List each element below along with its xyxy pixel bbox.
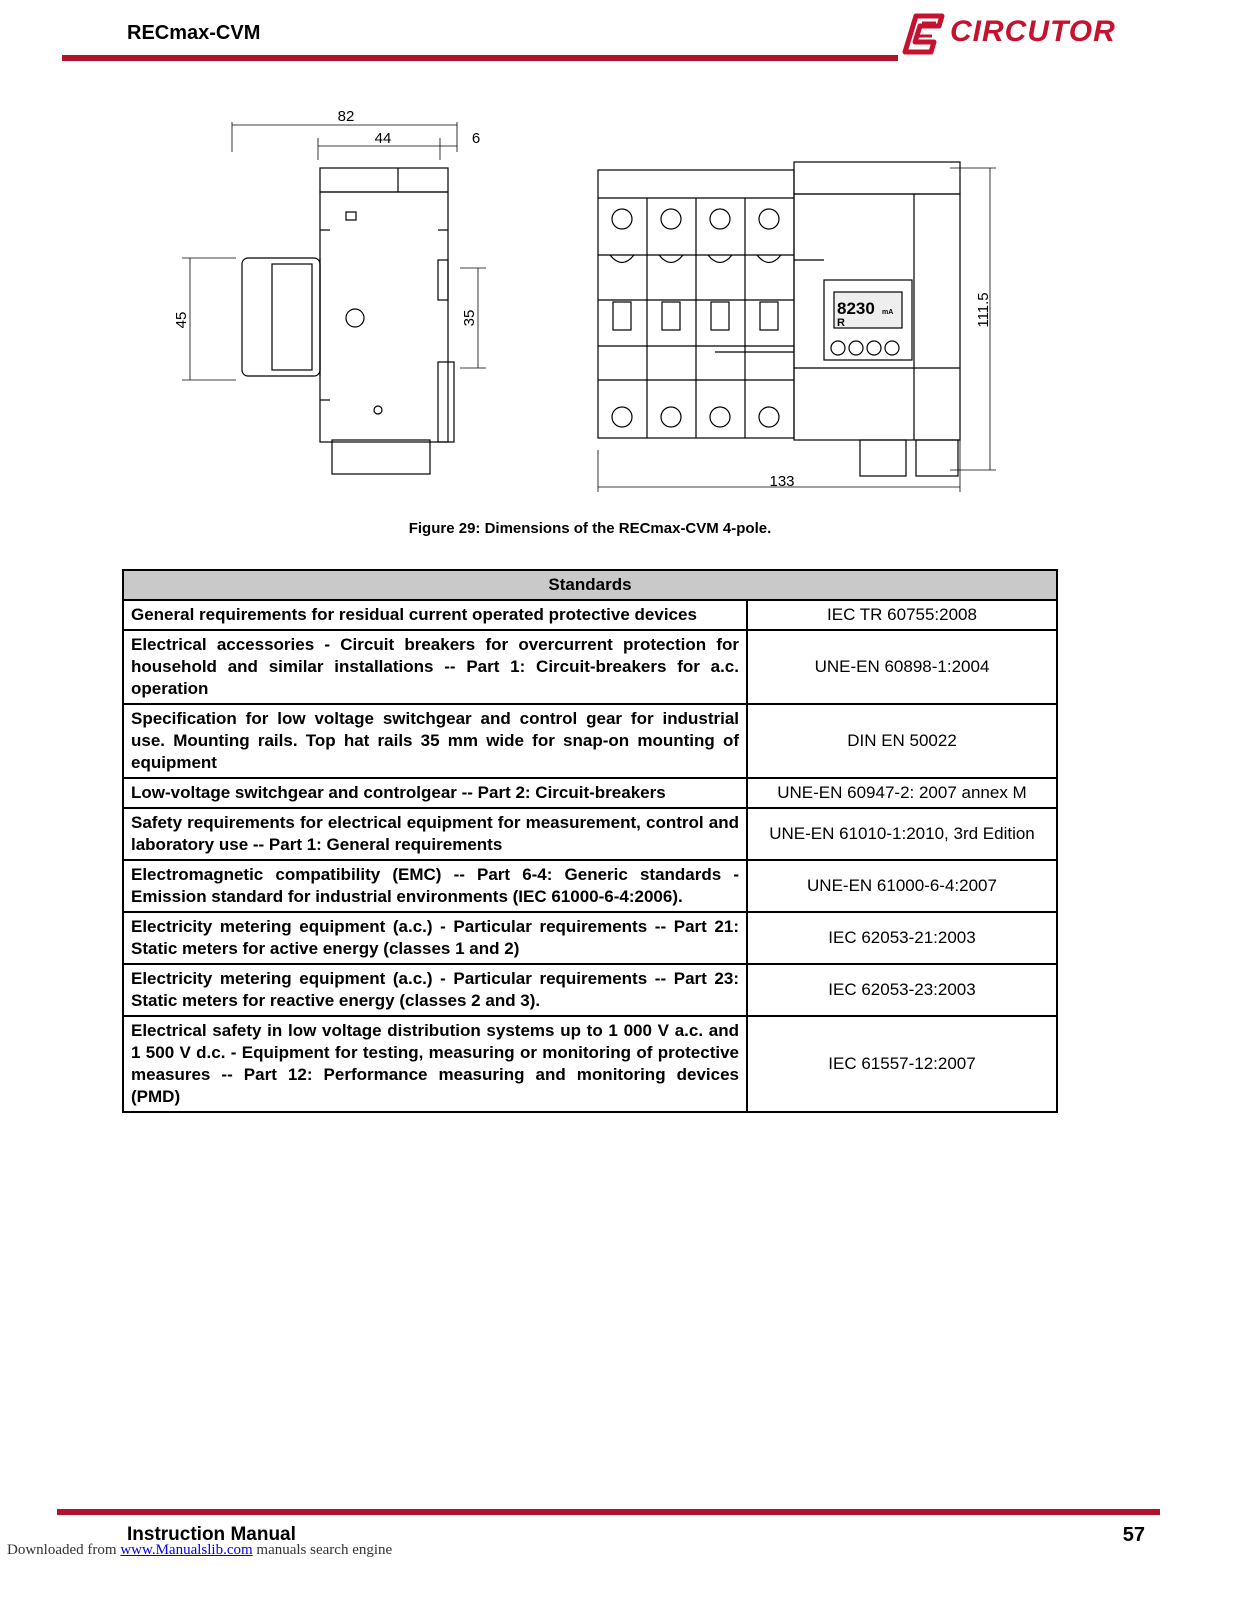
download-note [7,1542,392,1559]
standard-code: IEC 62053-23:2003 [747,964,1057,1016]
standard-code: IEC 61557-12:2007 [747,1016,1057,1112]
dim-45-label: 45 [173,311,190,329]
dim-6-label: 6 [471,130,481,147]
download-suffix: manuals search engine [256,1542,393,1558]
standards-table [122,569,1058,1113]
circutor-logo [902,12,1116,56]
standard-description: Electricity metering equipment (a.c.) - Particular requirements -- Part 23: Static meters for reactive energy (classes 2 and 3). [123,964,747,1016]
dim-35-label: 35 [461,309,478,327]
standard-description: Specification for low voltage switchgear and control gear for industrial use. Mounting rails. Top hat rails 35 mm wide for snap-on mounting of equipment [123,704,747,778]
footer-rule [57,1509,1160,1515]
standard-description: Low-voltage switchgear and controlgear -- Part 2: Circuit-breakers [123,778,747,808]
standard-description: Electrical accessories - Circuit breakers for overcurrent protection for household and similar installations -- Part 1: Circuit-breakers for a.c. operation [123,630,747,704]
display-flag: R [837,317,845,329]
table-row [123,600,1057,630]
table-row [123,778,1057,808]
standard-code: UNE-EN 61010-1:2010, 3rd Edition [747,808,1057,860]
table-row [123,964,1057,1016]
header-rule [62,55,898,61]
circutor-logo-icon [902,12,948,56]
figure-caption: Figure 29: Dimensions of the RECmax-CVM 4-pole. [408,520,772,537]
table-row [123,860,1057,912]
standard-description: Safety requirements for electrical equipment for measurement, control and laboratory use -- Part 1: General requirements [123,808,747,860]
standard-description: General requirements for residual current operated protective devices [123,600,747,630]
standard-code: DIN EN 50022 [747,704,1057,778]
dim-133-label: 133 [769,473,795,490]
display-reading: 8230 [837,299,875,318]
table-row [123,630,1057,704]
standard-description: Electricity metering equipment (a.c.) - Particular requirements -- Part 21: Static meters for active energy (classes 1 and 2) [123,912,747,964]
dim-44-label: 44 [374,130,392,147]
footer-title: Instruction Manual [127,1524,296,1545]
display-unit: mA [882,309,894,316]
table-row [123,912,1057,964]
standards-table-header: Standards [123,570,1057,600]
dim-82-label: 82 [337,108,355,125]
standard-code: UNE-EN 60947-2: 2007 annex M [747,778,1057,808]
download-prefix: Downloaded from [7,1542,117,1558]
dimension-drawing-svg [170,100,1030,500]
standard-code: IEC TR 60755:2008 [747,600,1057,630]
standard-code: IEC 62053-21:2003 [747,912,1057,964]
document-title: RECmax-CVM [127,22,261,44]
standard-code: UNE-EN 60898-1:2004 [747,630,1057,704]
standard-code: UNE-EN 61000-6-4:2007 [747,860,1057,912]
table-row [123,808,1057,860]
standard-description: Electromagnetic compatibility (EMC) -- Part 6-4: Generic standards - Emission standard for industrial environments (IEC 61000-6-4:2006). [123,860,747,912]
manualslib-link[interactable]: www.Manualslib.com [120,1542,253,1558]
page-number: 57 [1122,1524,1145,1546]
standard-description: Electrical safety in low voltage distribution systems up to 1 000 V a.c. and 1 500 V d.c. - Equipment for testing, measuring or monitoring of protective measures -- Part 12: Performance measuring and monitoring devices (PMD) [123,1016,747,1112]
dimension-drawing [170,100,1030,500]
dim-111-5-label: 111.5 [975,292,992,328]
table-row [123,1016,1057,1112]
logo-wordmark: CIRCUTOR [950,15,1116,48]
table-row [123,704,1057,778]
